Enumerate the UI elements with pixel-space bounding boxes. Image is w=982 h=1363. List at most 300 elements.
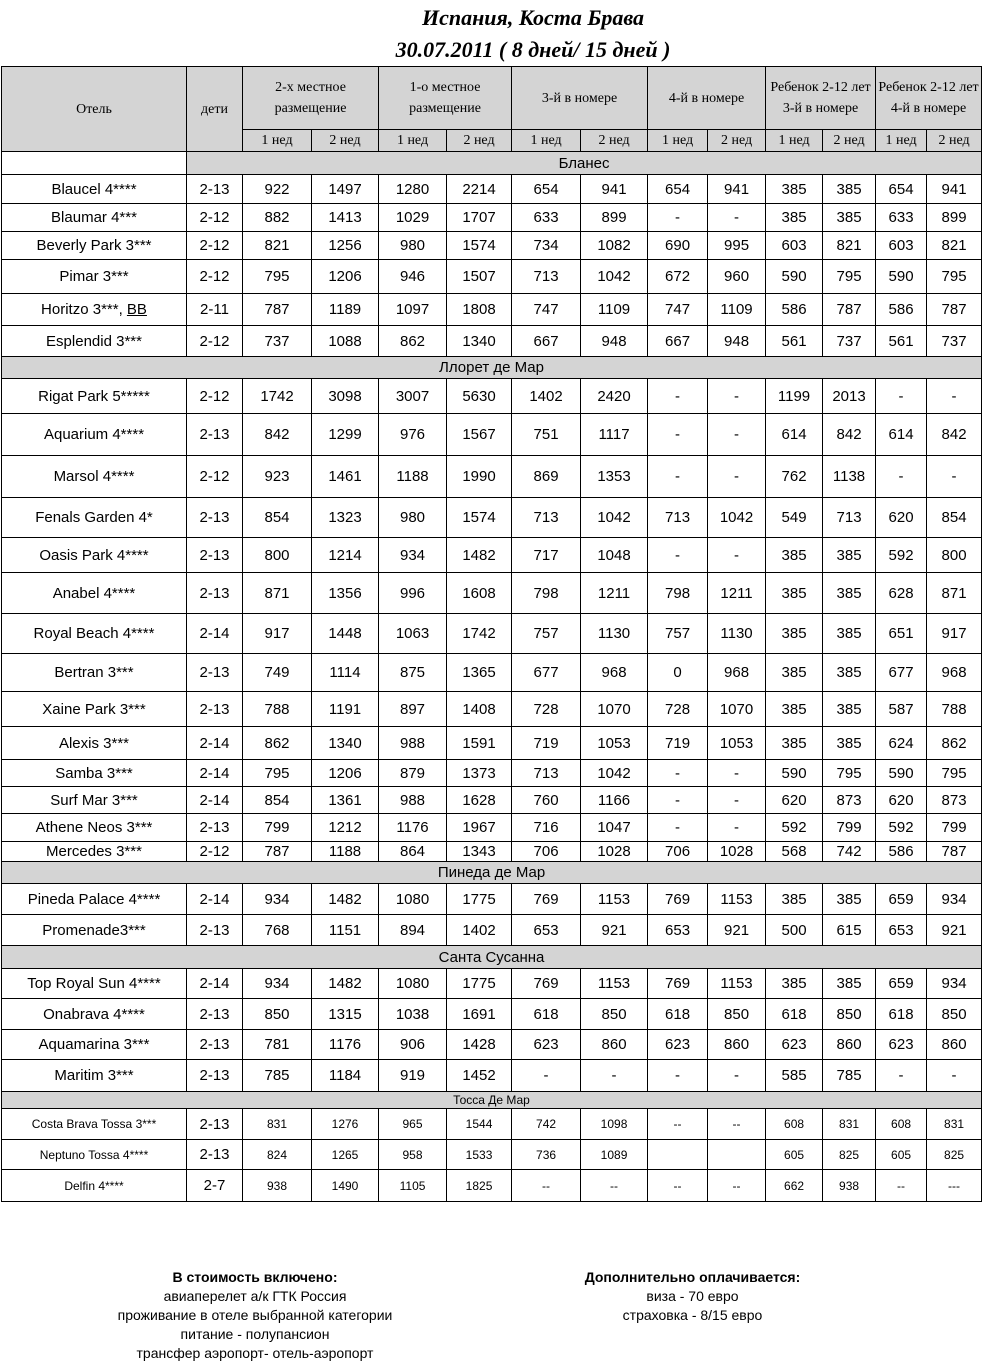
region-name: Бланес [187, 152, 982, 175]
hotel-name-text: Delfin 4**** [64, 1178, 124, 1193]
price-cell: 624 [876, 727, 927, 760]
kids-age: 2-14 [187, 969, 243, 999]
header-week-2: 2 нед [581, 130, 648, 152]
price-cell: 795 [927, 260, 982, 294]
price-cell: 1408 [447, 692, 512, 727]
price-cell: 1130 [581, 614, 648, 654]
included-block [60, 1268, 450, 1363]
price-cell: 769 [648, 969, 708, 999]
hotel-name-text: Maritim 3*** [54, 1067, 134, 1084]
price-cell: 842 [927, 414, 982, 456]
price-cell: 1153 [708, 969, 766, 999]
price-cell: 747 [512, 294, 581, 326]
price-cell: 871 [243, 573, 312, 614]
header-week-1: 1 нед [766, 130, 823, 152]
price-cell: 1365 [447, 654, 512, 692]
price-cell: 795 [823, 760, 876, 787]
price-cell: 653 [512, 915, 581, 946]
price-cell: 1048 [581, 538, 648, 573]
price-cell: 988 [379, 727, 447, 760]
header-kids: дети [187, 67, 243, 152]
extra-title: Дополнительно оплачивается: [584, 1269, 801, 1285]
price-cell: 1825 [447, 1170, 512, 1202]
price-cell: 719 [512, 727, 581, 760]
price-cell: 1153 [581, 969, 648, 999]
price-cell: 1176 [312, 1030, 379, 1060]
region-row [2, 357, 982, 379]
kids-age: 2-13 [187, 999, 243, 1030]
price-cell: 1153 [708, 884, 766, 915]
region-name: Пинеда де Мар [2, 862, 982, 884]
price-cell: 1775 [447, 969, 512, 999]
price-cell: 1967 [447, 814, 512, 842]
price-cell: 623 [512, 1030, 581, 1060]
price-cell: 1212 [312, 814, 379, 842]
board-type: BB [126, 301, 147, 318]
price-cell: 824 [243, 1140, 312, 1170]
price-cell: 385 [823, 573, 876, 614]
price-cell: 1130 [708, 614, 766, 654]
price-cell: - [927, 379, 982, 414]
price-cell: 795 [243, 260, 312, 294]
price-cell: 1038 [379, 999, 447, 1030]
hotel-name-text: Bertran 3*** [54, 664, 134, 681]
header-week-2: 2 нед [823, 130, 876, 152]
price-cell: 862 [927, 727, 982, 760]
price-cell: 1353 [581, 456, 648, 498]
price-cell: - [708, 787, 766, 814]
price-cell: 948 [581, 326, 648, 357]
region-name: Санта Сусанна [2, 946, 982, 969]
price-cell: 757 [512, 614, 581, 654]
price-cell: 1507 [447, 260, 512, 294]
hotel-name-text: Beverly Park 3*** [36, 237, 152, 254]
price-cell: 798 [648, 573, 708, 614]
price-cell: 897 [379, 692, 447, 727]
table-row [2, 1030, 982, 1060]
price-cell: 1153 [581, 884, 648, 915]
hotel-name-text: Anabel 4**** [52, 584, 136, 602]
price-cell: 1080 [379, 884, 447, 915]
price-cell: 1608 [447, 573, 512, 614]
price-cell: 1707 [447, 204, 512, 232]
price-cell: - [648, 538, 708, 573]
price-cell: 795 [927, 760, 982, 787]
price-cell: 385 [766, 614, 823, 654]
price-cell: 717 [512, 538, 581, 573]
price-cell: 1042 [581, 260, 648, 294]
kids-age: 2-13 [187, 498, 243, 538]
price-cell: 860 [708, 1030, 766, 1060]
included-item: трансфер аэропорт- отель-аэропорт [136, 1345, 374, 1361]
price-cell: 899 [581, 204, 648, 232]
table-row [2, 727, 982, 760]
price-cell: 980 [379, 232, 447, 260]
price-cell: 1340 [447, 326, 512, 357]
price-cell: 587 [876, 692, 927, 727]
table-row [2, 614, 982, 654]
table-row [2, 692, 982, 727]
region-row [2, 1092, 982, 1109]
price-cell: 854 [243, 787, 312, 814]
kids-age: 2-12 [187, 842, 243, 862]
price-cell: 968 [927, 654, 982, 692]
price-cell: 831 [243, 1109, 312, 1140]
price-cell: 385 [766, 204, 823, 232]
price-cell: 795 [823, 260, 876, 294]
hotel-name [2, 456, 187, 498]
price-cell: 618 [766, 999, 823, 1030]
price-cell: 628 [876, 573, 927, 614]
hotel-name [2, 1140, 187, 1170]
table-row [2, 814, 982, 842]
hotel-name-text: Costa Brava Tossa 3*** [31, 1117, 157, 1131]
price-cell: 737 [243, 326, 312, 357]
price-cell: 1206 [312, 260, 379, 294]
price-cell: 799 [927, 814, 982, 842]
price-cell: 1053 [581, 727, 648, 760]
hotel-name [2, 969, 187, 999]
price-cell: 831 [927, 1109, 982, 1140]
table-row [2, 654, 982, 692]
hotel-name-text: Royal Beach 4**** [33, 625, 155, 642]
kids-age: 2-13 [187, 1109, 243, 1140]
price-cell: 592 [766, 814, 823, 842]
price-cell: - [648, 204, 708, 232]
price-cell: 633 [512, 204, 581, 232]
price-cell: 921 [581, 915, 648, 946]
price-cell: 864 [379, 842, 447, 862]
price-cell: 590 [876, 760, 927, 787]
price-cell: 821 [927, 232, 982, 260]
price-cell: - [927, 1060, 982, 1092]
price-cell: 605 [766, 1140, 823, 1170]
kids-age: 2-13 [187, 654, 243, 692]
price-cell: 875 [379, 654, 447, 692]
price-cell: 1166 [581, 787, 648, 814]
price-cell: 618 [876, 999, 927, 1030]
price-cell: 654 [648, 175, 708, 204]
price-cell: 1628 [447, 787, 512, 814]
header-week-1: 1 нед [648, 130, 708, 152]
price-cell [648, 1140, 708, 1170]
price-cell: 716 [512, 814, 581, 842]
price-cell: 1742 [447, 614, 512, 654]
price-cell: 976 [379, 414, 447, 456]
table-row [2, 999, 982, 1030]
price-cell: 854 [243, 498, 312, 538]
price-cell: 385 [766, 175, 823, 204]
price-cell: - [648, 814, 708, 842]
price-cell: 1544 [447, 1109, 512, 1140]
price-cell: 941 [708, 175, 766, 204]
price-cell: - [512, 1060, 581, 1092]
price-cell: 667 [648, 326, 708, 357]
price-cell: - [581, 1060, 648, 1092]
price-cell: 1188 [379, 456, 447, 498]
price-cell: 785 [243, 1060, 312, 1092]
hotel-name-text: Top Royal Sun 4**** [27, 975, 161, 992]
price-cell: -- [648, 1109, 708, 1140]
price-cell: 1990 [447, 456, 512, 498]
hotel-name [2, 414, 187, 456]
hotel-name-text: Marsol 4**** [53, 468, 135, 485]
price-cell: 1323 [312, 498, 379, 538]
price-cell: 1452 [447, 1060, 512, 1092]
price-cell: - [708, 538, 766, 573]
price-cell: 988 [379, 787, 447, 814]
hotel-name [2, 915, 187, 946]
price-cell: - [648, 456, 708, 498]
price-cell: 1199 [766, 379, 823, 414]
price-cell: 787 [823, 294, 876, 326]
price-cell: 713 [823, 498, 876, 538]
price-cell: 719 [648, 727, 708, 760]
price-cell: 1047 [581, 814, 648, 842]
price-cell: 1214 [312, 538, 379, 573]
kids-age: 2-12 [187, 456, 243, 498]
price-cell: 1482 [447, 538, 512, 573]
price-cell: 1299 [312, 414, 379, 456]
header-group-single: 1-о местное размещение [379, 67, 512, 130]
price-cell: 831 [823, 1109, 876, 1140]
price-cell: 1211 [581, 573, 648, 614]
region-row [2, 946, 982, 969]
included-item: авиаперелет а/к ГТК Россия [163, 1288, 347, 1304]
price-cell: 1176 [379, 814, 447, 842]
price-cell: 1691 [447, 999, 512, 1030]
extra-block [520, 1268, 865, 1325]
kids-age: 2-13 [187, 915, 243, 946]
price-cell: 1138 [823, 456, 876, 498]
price-cell: 1097 [379, 294, 447, 326]
price-cell: 500 [766, 915, 823, 946]
price-cell: 586 [876, 294, 927, 326]
price-cell: 1206 [312, 760, 379, 787]
price-cell: 821 [823, 232, 876, 260]
included-title: В стоимость включено: [172, 1269, 338, 1285]
price-cell: 662 [766, 1170, 823, 1202]
price-cell: 850 [243, 999, 312, 1030]
kids-age: 2-13 [187, 538, 243, 573]
price-cell: 1256 [312, 232, 379, 260]
price-cell: 921 [708, 915, 766, 946]
kids-age: 2-12 [187, 232, 243, 260]
hotel-name [2, 884, 187, 915]
price-cell: 787 [243, 842, 312, 862]
price-cell: - [927, 456, 982, 498]
hotel-name [2, 692, 187, 727]
price-cell: 995 [708, 232, 766, 260]
price-cell: 1574 [447, 498, 512, 538]
hotel-name-text: Blaucel 4**** [51, 180, 137, 198]
price-cell: - [708, 414, 766, 456]
price-cell: 899 [927, 204, 982, 232]
price-cell: --- [927, 1170, 982, 1202]
hotel-name [2, 1030, 187, 1060]
kids-age: 2-11 [187, 294, 243, 326]
price-table [1, 66, 982, 1202]
price-cell: 917 [243, 614, 312, 654]
price-cell: 882 [243, 204, 312, 232]
price-cell: - [708, 1060, 766, 1092]
kids-age: 2-13 [187, 814, 243, 842]
price-cell: 385 [823, 538, 876, 573]
table-row [2, 787, 982, 814]
hotel-name [2, 787, 187, 814]
table-row [2, 1109, 982, 1140]
price-cell: 968 [581, 654, 648, 692]
kids-age: 2-14 [187, 884, 243, 915]
price-cell: 385 [823, 727, 876, 760]
hotel-name-text: Fenals Garden 4* [35, 509, 153, 526]
table-row [2, 232, 982, 260]
price-cell: 769 [648, 884, 708, 915]
header-week-2: 2 нед [312, 130, 379, 152]
price-cell: 873 [927, 787, 982, 814]
hotel-name-text: Samba 3*** [55, 764, 133, 782]
price-cell: - [876, 1060, 927, 1092]
extra-item: виза - 70 евро [646, 1288, 739, 1304]
region-name: Тосса Де Мар [2, 1092, 982, 1109]
hotel-name [2, 1060, 187, 1092]
price-cell: 713 [648, 498, 708, 538]
extra-item: страховка - 8/15 евро [622, 1307, 763, 1323]
price-cell: 1082 [581, 232, 648, 260]
price-cell: 787 [243, 294, 312, 326]
price-cell: 385 [823, 654, 876, 692]
table-row [2, 326, 982, 357]
price-cell: 654 [876, 175, 927, 204]
price-cell: 385 [823, 969, 876, 999]
price-cell: 654 [512, 175, 581, 204]
price-cell: 980 [379, 498, 447, 538]
price-cell: 1211 [708, 573, 766, 614]
kids-age: 2-14 [187, 727, 243, 760]
hotel-name [2, 842, 187, 862]
price-cell: 659 [876, 969, 927, 999]
price-cell: - [648, 760, 708, 787]
price-table-body [2, 152, 982, 1202]
header-week-1: 1 нед [876, 130, 927, 152]
price-cell: 614 [766, 414, 823, 456]
price-cell: 769 [512, 884, 581, 915]
included-item: проживание в отеле выбранной категории [117, 1307, 393, 1323]
price-cell: 1029 [379, 204, 447, 232]
page-title: Испания, Коста Брава [421, 5, 644, 30]
price-cell: 592 [876, 814, 927, 842]
price-cell: 873 [823, 787, 876, 814]
price-cell: 677 [876, 654, 927, 692]
price-cell: 1567 [447, 414, 512, 456]
included-item: питание - полупансион [180, 1326, 330, 1342]
price-cell: 385 [766, 969, 823, 999]
price-cell: 798 [512, 573, 581, 614]
price-cell: 1105 [379, 1170, 447, 1202]
price-cell: -- [876, 1170, 927, 1202]
price-cell: 659 [876, 884, 927, 915]
price-cell: 934 [927, 884, 982, 915]
header-group-third: 3-й в номере [512, 67, 648, 130]
price-cell: 385 [766, 692, 823, 727]
price-cell: 3007 [379, 379, 447, 414]
price-cell: 706 [648, 842, 708, 862]
price-cell: 385 [766, 573, 823, 614]
price-cell: 734 [512, 232, 581, 260]
price-cell: 871 [927, 573, 982, 614]
price-cell: 586 [876, 842, 927, 862]
price-cell: 1080 [379, 969, 447, 999]
price-cell: 934 [927, 969, 982, 999]
hotel-name-text: Promenade3*** [42, 921, 146, 939]
price-cell: 2214 [447, 175, 512, 204]
header-hotel: Отель [2, 67, 187, 152]
price-cell: 608 [766, 1109, 823, 1140]
price-cell: 713 [512, 260, 581, 294]
hotel-name-text: Aquamarina 3*** [38, 1036, 150, 1053]
price-cell: 1265 [312, 1140, 379, 1170]
kids-age: 2-13 [187, 414, 243, 456]
price-cell: 1413 [312, 204, 379, 232]
price-cell: 385 [823, 175, 876, 204]
price-cell: 620 [766, 787, 823, 814]
price-cell: 385 [766, 727, 823, 760]
price-cell: 728 [648, 692, 708, 727]
hotel-name-text: Surf Mar 3*** [50, 791, 138, 809]
price-cell: 1042 [708, 498, 766, 538]
price-cell: 713 [512, 498, 581, 538]
price-cell: 603 [876, 232, 927, 260]
price-cell: 762 [766, 456, 823, 498]
price-cell: 821 [243, 232, 312, 260]
header-week-2: 2 нед [447, 130, 512, 152]
price-cell: 854 [927, 498, 982, 538]
price-cell: - [648, 379, 708, 414]
price-cell: 614 [876, 414, 927, 456]
price-cell: 2013 [823, 379, 876, 414]
table-row [2, 414, 982, 456]
hotel-name [2, 538, 187, 573]
price-cell [708, 1140, 766, 1170]
price-cell: 1775 [447, 884, 512, 915]
price-cell: -- [708, 1170, 766, 1202]
kids-age: 2-7 [187, 1170, 243, 1202]
hotel-name-text: Rigat Park 5***** [38, 387, 150, 405]
price-cell: 1482 [312, 884, 379, 915]
price-cell: 1070 [708, 692, 766, 727]
table-row [2, 498, 982, 538]
kids-age: 2-13 [187, 1030, 243, 1060]
table-row [2, 175, 982, 204]
price-cell: - [708, 456, 766, 498]
hotel-name-text: Alexis 3*** [58, 734, 130, 752]
price-cell: 651 [876, 614, 927, 654]
price-cell: 549 [766, 498, 823, 538]
price-cell: 1361 [312, 787, 379, 814]
price-cell: 623 [648, 1030, 708, 1060]
table-row [2, 760, 982, 787]
price-cell: -- [708, 1109, 766, 1140]
hotel-name [2, 326, 187, 357]
hotel-name [2, 260, 187, 294]
price-cell: 906 [379, 1030, 447, 1060]
price-cell: 1482 [312, 969, 379, 999]
page-subtitle: 30.07.2011 ( 8 дней/ 15 дней ) [395, 37, 671, 62]
price-cell: 1042 [581, 760, 648, 787]
price-cell: 1276 [312, 1109, 379, 1140]
table-row [2, 456, 982, 498]
price-cell: 603 [766, 232, 823, 260]
